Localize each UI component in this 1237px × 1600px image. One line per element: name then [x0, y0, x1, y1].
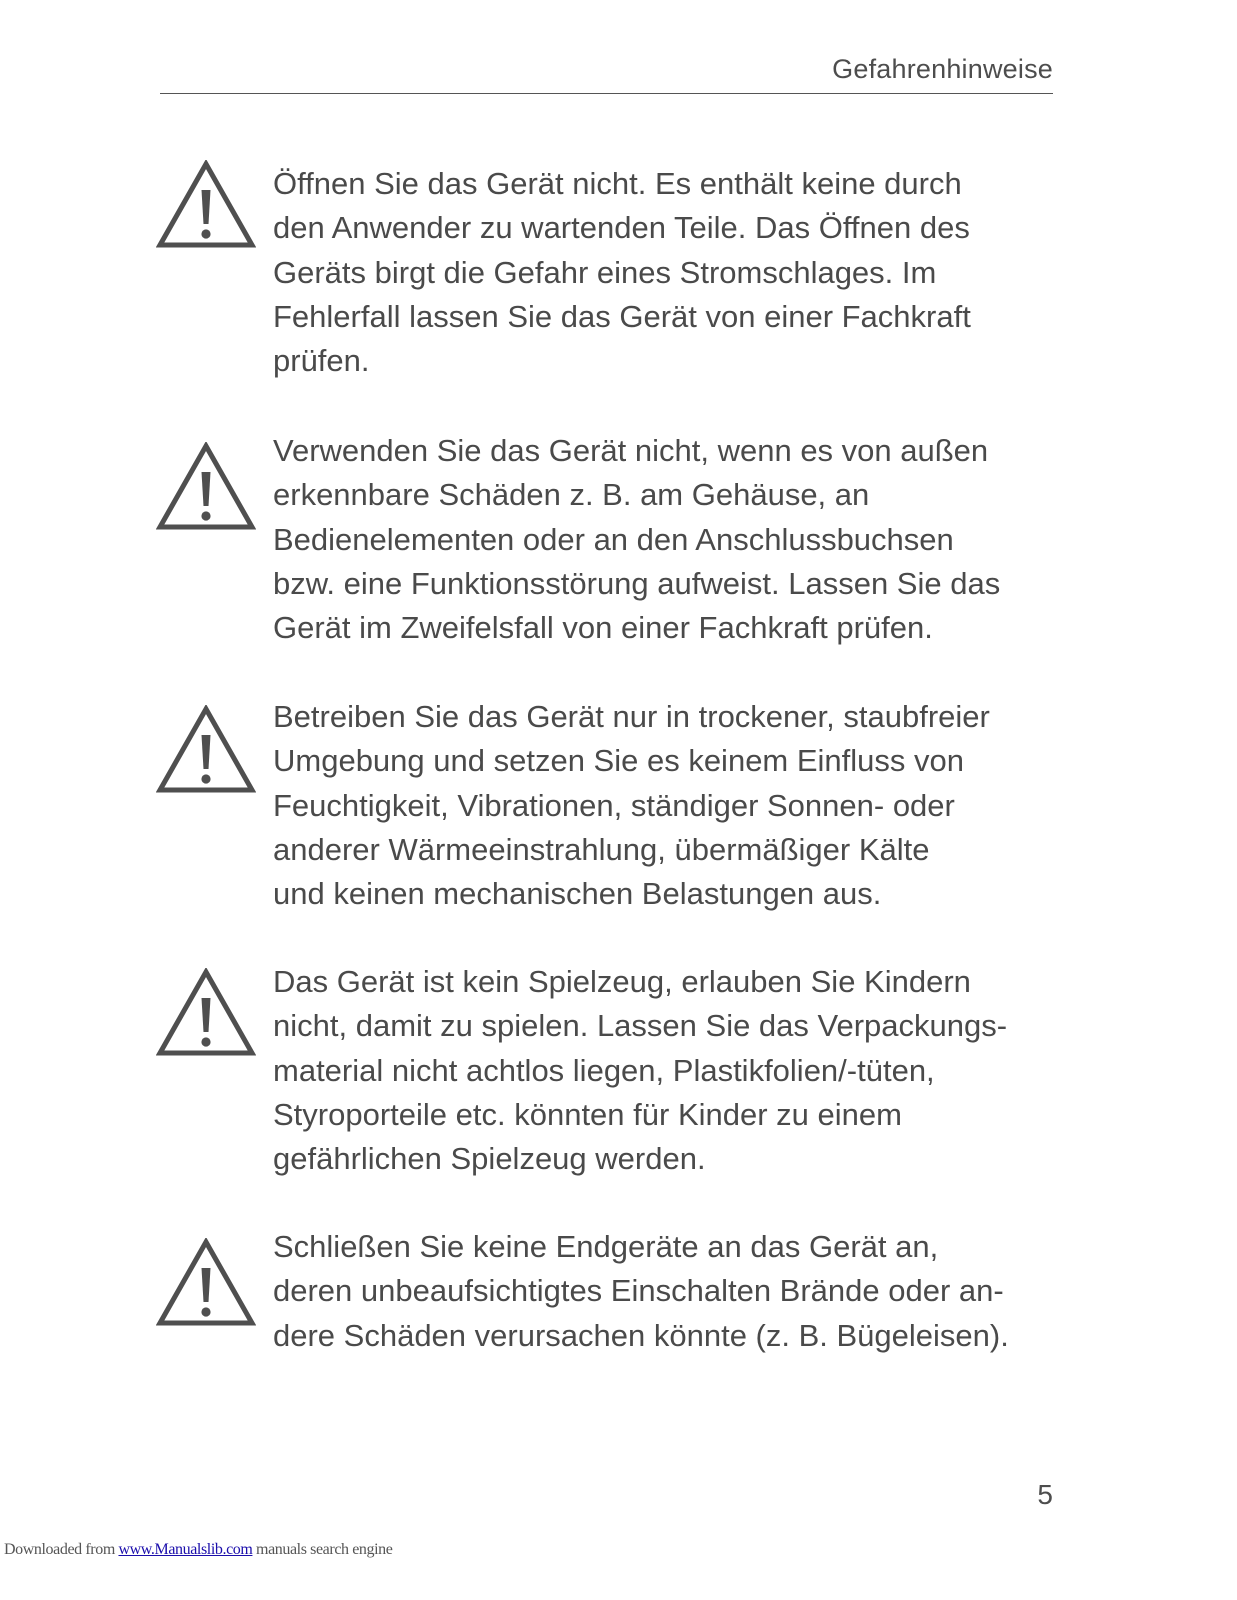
warning-triangle-icon — [156, 1238, 256, 1328]
warning-text: Betreiben Sie das Gerät nur in trockener, staubfreier Umgebung und setzen Sie es keinem Einfluss von Feuchtigkeit, Vibrationen, ständiger Sonnen- oder anderer Wärmeeinstrahlung, übermäßiger Kälte und keinen mechanischen Belastungen aus. — [273, 699, 990, 912]
warning-triangle-icon — [156, 968, 256, 1058]
warning-text: Schließen Sie keine Endgeräte an das Gerät an, deren unbeaufsichtigtes Einschalten Brände oder an- dere Schäden verursachen könnte (z. B. Bügeleisen). — [273, 1229, 1009, 1353]
warning-triangle-icon — [156, 160, 256, 250]
download-footer — [4, 1541, 392, 1559]
manualslib-link[interactable]: www.Manualslib.com — [118, 1541, 253, 1558]
warning-triangle-icon — [156, 705, 256, 795]
warning-text: Das Gerät ist kein Spielzeug, erlauben Sie Kindern nicht, damit zu spielen. Lassen Sie das Verpackungs- material nicht achtlos liegen, Plastikfolien/-tüten, Styroporteile etc. könnten für Kinder zu einem gefährlichen Spielzeug werden. — [273, 964, 1008, 1177]
page-number: 5 — [1037, 1479, 1053, 1510]
warning-triangle-icon — [156, 442, 256, 532]
page-header-title: Gefahrenhinweise — [832, 54, 1053, 84]
footer-suffix: manuals search engine — [252, 1541, 393, 1558]
warning-text: Verwenden Sie das Gerät nicht, wenn es von außen erkennbare Schäden z. B. am Gehäuse, an Bedienelementen oder an den Anschlussbuchsen bzw. eine Funktionsstörung aufweist. Lassen Sie das Gerät im Zweifelsfall von einer Fachkraft prüfen. — [273, 433, 1001, 646]
warning-text: Öffnen Sie das Gerät nicht. Es enthält keine durch den Anwender zu wartenden Teile. Das Öffnen des Geräts birgt die Gefahr eines Stromschlages. Im Fehlerfall lassen Sie das Gerät von einer Fachkraft prüfen. — [273, 166, 971, 379]
header-divider — [160, 93, 1053, 94]
footer-prefix: Downloaded from — [4, 1541, 119, 1558]
